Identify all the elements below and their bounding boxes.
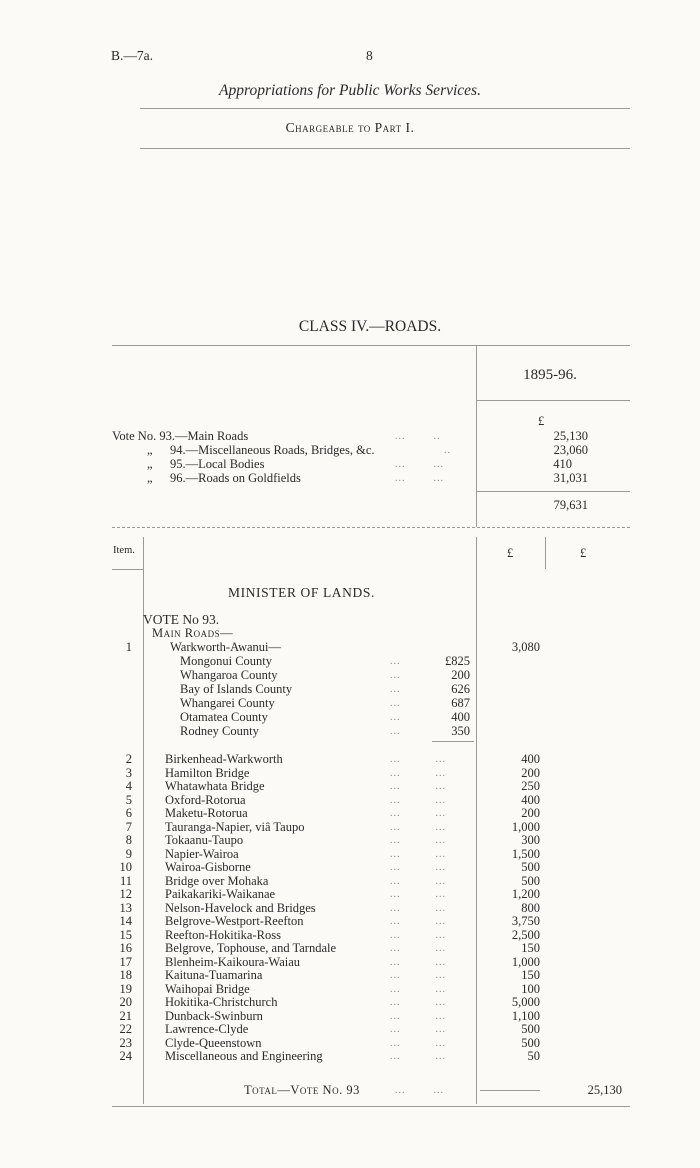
- page-number: 8: [366, 48, 373, 63]
- leader-dots: ... ...: [390, 916, 446, 927]
- county-name: Bay of Islands County: [180, 682, 293, 696]
- item-name: Nelson-Havelock and Bridges: [165, 900, 316, 915]
- document-reference: B.—7a.: [111, 48, 153, 63]
- amount-column-currency: £: [507, 546, 514, 560]
- item-number: 23: [119, 1035, 132, 1050]
- leader-dots: ... ...: [390, 875, 446, 887]
- item-number: 24: [119, 1049, 132, 1063]
- item-amount: 400: [521, 792, 540, 807]
- summary-row-amount: 31,031: [553, 471, 588, 485]
- leader-dots: ... ...: [390, 794, 446, 806]
- item-name: Bridge over Mohaka: [165, 873, 269, 888]
- county-amount: 200: [451, 668, 470, 682]
- item-header-rule: [112, 569, 144, 570]
- leader-dots: ...: [390, 670, 401, 681]
- leader-dots: ... ...: [390, 835, 446, 846]
- item-amount: 100: [521, 981, 540, 996]
- item-name: Tauranga-Napier, viâ Taupo: [165, 819, 305, 834]
- table-bottom-rule: [112, 1106, 630, 1107]
- summary-year-rule: [477, 400, 630, 401]
- leader-dots: ... ...: [390, 983, 446, 995]
- leader-dots: ...: [390, 712, 401, 723]
- item-amount: 500: [521, 1022, 540, 1036]
- item-name: Reefton-Hokitika-Ross: [165, 927, 281, 942]
- leader-dots: ... ...: [390, 767, 446, 779]
- item-number: 3: [125, 765, 132, 780]
- item-number: 19: [119, 981, 132, 996]
- item-amount: 400: [521, 752, 540, 766]
- leader-dots: ... ...: [395, 473, 444, 484]
- item-number: 22: [119, 1022, 132, 1036]
- item-name: Wairoa-Gisborne: [165, 860, 251, 874]
- item-number: 10: [119, 860, 132, 874]
- county-name: Otamatea County: [180, 710, 268, 724]
- item-number: 13: [119, 900, 132, 915]
- item-amount: 1,100: [511, 1008, 540, 1023]
- leader-dots: ... ...: [390, 808, 446, 819]
- item-name: Kaituna-Tuamarina: [165, 968, 263, 982]
- county-amount: 626: [451, 682, 470, 696]
- leader-dots: ... ...: [390, 889, 446, 900]
- county-name: Whangarei County: [180, 696, 275, 710]
- item-number: 12: [119, 887, 132, 901]
- county-amount: 350: [451, 724, 470, 738]
- county-amount: 687: [451, 696, 470, 710]
- item-amount: 5,000: [511, 995, 540, 1009]
- leader-dots: ... ...: [390, 902, 446, 914]
- leader-dots: ... ...: [390, 1010, 446, 1022]
- subtitle-rule: [140, 148, 630, 149]
- summary-column-rule: [476, 346, 477, 527]
- summary-currency: £: [538, 414, 545, 428]
- item-number: 7: [125, 819, 132, 834]
- item-amount: 50: [527, 1049, 540, 1063]
- item-column-header: Item.: [113, 545, 135, 556]
- leader-dots: ... ...: [390, 821, 446, 833]
- item-name: Belgrove, Tophouse, and Tarndale: [165, 941, 337, 955]
- leader-dots: ...: [390, 726, 401, 737]
- item-number: 21: [119, 1008, 132, 1023]
- item-number: 17: [119, 954, 132, 969]
- leader-dots: ... ...: [390, 956, 446, 968]
- item-number: 15: [119, 927, 132, 942]
- leader-dots: ... ...: [390, 929, 446, 941]
- summary-total-rule: [477, 491, 630, 492]
- item-number: 16: [119, 941, 132, 955]
- leader-dots: ... ...: [390, 997, 446, 1008]
- item-name: Maketu-Rotorua: [165, 806, 248, 820]
- vote-total-amount: 25,130: [587, 1083, 622, 1097]
- item-number: 11: [119, 873, 132, 888]
- leader-dots: ... ...: [390, 1051, 446, 1062]
- county-amount: £825: [445, 654, 470, 668]
- main-roads-heading: Main Roads—: [152, 626, 234, 640]
- item-amount: 500: [521, 860, 540, 874]
- summary-bottom-rule: [112, 527, 630, 528]
- total-column-currency: £: [580, 546, 587, 560]
- leader-dots: ... ...: [395, 1085, 444, 1096]
- county-name: Mongonui County: [180, 654, 273, 668]
- item-amount: 200: [521, 806, 540, 820]
- title-rule: [140, 108, 630, 109]
- item-amount: 300: [521, 833, 540, 847]
- leader-dots: ... ...: [390, 1037, 446, 1049]
- county-name: Whangaroa County: [180, 668, 278, 682]
- class-title: CLASS IV.—ROADS.: [298, 318, 442, 335]
- item-number: 5: [125, 792, 132, 807]
- item-number: 4: [125, 779, 132, 793]
- item-name: Birkenhead-Warkworth: [165, 752, 283, 766]
- subtotal-rule: [432, 741, 474, 742]
- item-name: Lawrence-Clyde: [165, 1022, 249, 1036]
- minister-heading: MINISTER OF LANDS.: [228, 585, 375, 600]
- leader-dots: ... ...: [390, 1024, 446, 1035]
- vote-heading: VOTE No 93.: [143, 612, 220, 627]
- ditto-mark: „: [147, 457, 153, 471]
- summary-total: 79,631: [553, 498, 588, 512]
- vote-total-rule: [480, 1090, 540, 1091]
- item-amount: 500: [521, 873, 540, 888]
- item-name: Waihopai Bridge: [165, 981, 250, 996]
- item-name: Warkworth-Awanui—: [170, 640, 282, 654]
- item-name: Hamilton Bridge: [165, 765, 250, 780]
- leader-dots: ... ...: [390, 943, 446, 954]
- currency-column-rule: [545, 537, 546, 569]
- item-amount: 150: [521, 968, 540, 982]
- county-name: Rodney County: [180, 724, 259, 738]
- leader-dots: ...: [390, 698, 401, 709]
- summary-row-amount: 23,060: [553, 443, 588, 457]
- item-amount: 2,500: [511, 927, 540, 942]
- item-amount: 1,200: [511, 887, 540, 901]
- item-number: 1: [125, 640, 132, 654]
- item-name: Blenheim-Kaikoura-Waiau: [165, 954, 301, 969]
- item-name: Tokaanu-Taupo: [165, 833, 244, 847]
- item-name: Paikakariki-Waikanae: [165, 887, 276, 901]
- item-amount: 1,000: [511, 819, 540, 834]
- summary-row-label: Vote No. 93.—Main Roads: [112, 429, 249, 443]
- item-name: Napier-Wairoa: [165, 846, 239, 861]
- item-name: Dunback-Swinburn: [165, 1008, 263, 1023]
- item-amount: 3,080: [511, 640, 540, 654]
- leader-dots: ... ..: [395, 431, 441, 442]
- leader-dots: ... ...: [390, 862, 446, 873]
- leader-dots: ...: [390, 656, 401, 667]
- item-number: 8: [125, 833, 132, 847]
- item-amount: 3,750: [511, 914, 540, 928]
- county-amount: 400: [451, 710, 470, 724]
- item-amount: 200: [521, 765, 540, 780]
- item-number: 9: [125, 846, 132, 861]
- item-number: 18: [119, 968, 132, 982]
- item-amount: 1,500: [511, 846, 540, 861]
- vote-total-label: Total—Vote No. 93: [244, 1083, 360, 1097]
- item-amount: 500: [521, 1035, 540, 1050]
- item-number: 2: [125, 752, 132, 766]
- item-name: Oxford-Rotorua: [165, 792, 246, 807]
- leader-dots: ... ...: [390, 781, 446, 792]
- summary-year: 1895-96.: [523, 367, 577, 383]
- item-name: Belgrove-Westport-Reefton: [165, 914, 304, 928]
- amount-column-rule: [476, 537, 477, 1104]
- item-amount: 800: [521, 900, 540, 915]
- item-amount: 150: [521, 941, 540, 955]
- leader-dots: ..: [444, 445, 451, 456]
- item-number: 6: [125, 806, 132, 820]
- summary-row-label: 95.—Local Bodies: [170, 457, 265, 471]
- leader-dots: ... ...: [395, 459, 444, 470]
- leader-dots: ... ...: [390, 970, 446, 981]
- item-amount: 1,000: [511, 954, 540, 969]
- item-name: Clyde-Queenstown: [165, 1035, 262, 1050]
- ditto-mark: „: [147, 471, 153, 485]
- leader-dots: ... ...: [390, 754, 446, 765]
- page-subtitle: Chargeable to Part I.: [285, 120, 415, 135]
- leader-dots: ...: [390, 684, 401, 695]
- item-number: 20: [119, 995, 132, 1009]
- item-name: Hokitika-Christchurch: [165, 995, 278, 1009]
- page-title: Appropriations for Public Works Services.: [219, 82, 481, 99]
- item-amount: 250: [521, 779, 540, 793]
- item-number: 14: [119, 914, 132, 928]
- summary-row-amount: 410: [553, 457, 572, 471]
- ditto-mark: „: [147, 443, 153, 457]
- summary-row-label: 94.—Miscellaneous Roads, Bridges, &c.: [170, 443, 375, 457]
- summary-row-amount: 25,130: [553, 429, 588, 443]
- summary-row-label: 96.—Roads on Goldfields: [170, 471, 301, 485]
- item-name: Whatawhata Bridge: [165, 779, 265, 793]
- class-title-rule: [112, 345, 630, 346]
- item-name: Miscellaneous and Engineering: [165, 1049, 323, 1063]
- leader-dots: ... ...: [390, 848, 446, 860]
